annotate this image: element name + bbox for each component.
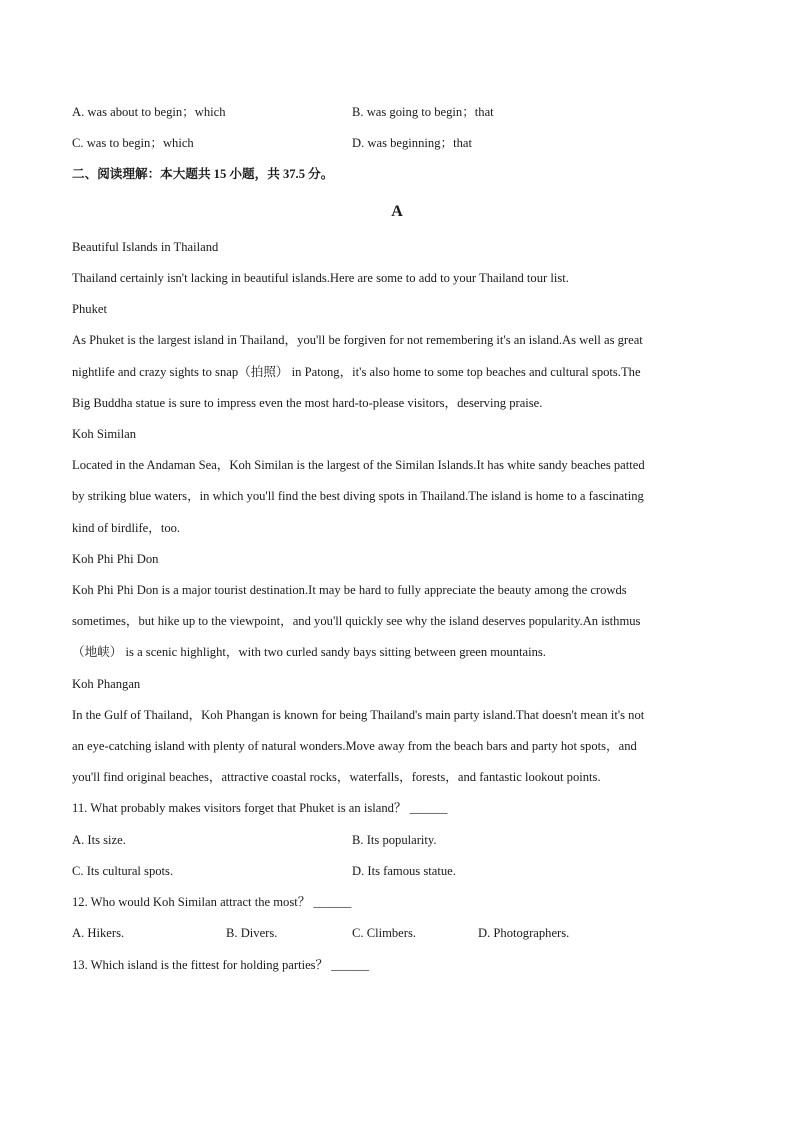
island-name-phangan: Koh Phangan [72,677,141,691]
option-a: A. was about to begin；which [72,105,226,119]
island-name-phiphi: Koh Phi Phi Don [72,552,159,566]
article-title: Beautiful Islands in Thailand [72,240,219,254]
question-12-option-b: B. Divers. [226,926,278,940]
question-12-option-d: D. Photographers. [478,926,570,940]
paragraph-line: Big Buddha statue is sure to impress even the most hard-to-please visitors，deserving praise. [72,396,543,410]
island-name-phuket: Phuket [72,302,107,316]
paragraph-line: sometimes，but hike up to the viewpoint，and you'll quickly see why the island deserves popularity.An isthmus [72,614,641,628]
question-11-option-c: C. Its cultural spots. [72,864,174,878]
option-d: D. was beginning；that [352,136,472,150]
question-11-stem: 11. What probably makes visitors forget that Phuket is an island？ ______ [72,801,448,815]
paragraph-line: Located in the Andaman Sea，Koh Similan is the largest of the Similan Islands.It has white sandy beaches patted [72,458,645,472]
question-12-option-a: A. Hikers. [72,926,125,940]
paragraph-line: you'll find original beaches，attractive coastal rocks，waterfalls，forests，and fantastic lookout points. [72,770,601,784]
question-12-option-c: C. Climbers. [352,926,417,940]
paragraph-line: an eye-catching island with plenty of natural wonders.Move away from the beach bars and party hot spots，and [72,739,637,753]
option-b: B. was going to begin；that [352,105,494,119]
article-intro: Thailand certainly isn't lacking in beautiful islands.Here are some to add to your Thailand tour list. [72,271,569,285]
paragraph-line: In the Gulf of Thailand，Koh Phangan is known for being Thailand's main party island.That doesn't mean it's not [72,708,645,722]
paragraph-line: nightlife and crazy sights to snap（拍照） in Patong，it's also home to some top beaches and cultural spots.The [72,365,641,379]
option-c: C. was to begin；which [72,136,194,150]
question-11-option-a: A. Its size. [72,833,126,847]
passage-label: A [391,203,403,220]
paragraph-line: Koh Phi Phi Don is a major tourist destination.It may be hard to fully appreciate the beauty among the crowds [72,583,627,597]
paragraph-line: by striking blue waters，in which you'll find the best diving spots in Thailand.The island is home to a fascinating [72,489,644,503]
question-13-stem: 13. Which island is the fittest for holding parties？ ______ [72,958,370,972]
section-heading: 二、阅读理解：本大题共 15 小题，共 37.5 分。 [72,167,334,181]
question-11-option-d: D. Its famous statue. [352,864,456,878]
paragraph-line: （地峡） is a scenic highlight，with two curled sandy bays sitting between green mountains. [72,645,546,659]
question-11-option-b: B. Its popularity. [352,833,437,847]
question-12-stem: 12. Who would Koh Similan attract the most？ ______ [72,895,352,909]
island-name-similan: Koh Similan [72,427,137,441]
paragraph-line: As Phuket is the largest island in Thailand，you'll be forgiven for not remembering it's an island.As well as great [72,333,643,347]
paragraph-line: kind of birdlife，too. [72,521,181,535]
